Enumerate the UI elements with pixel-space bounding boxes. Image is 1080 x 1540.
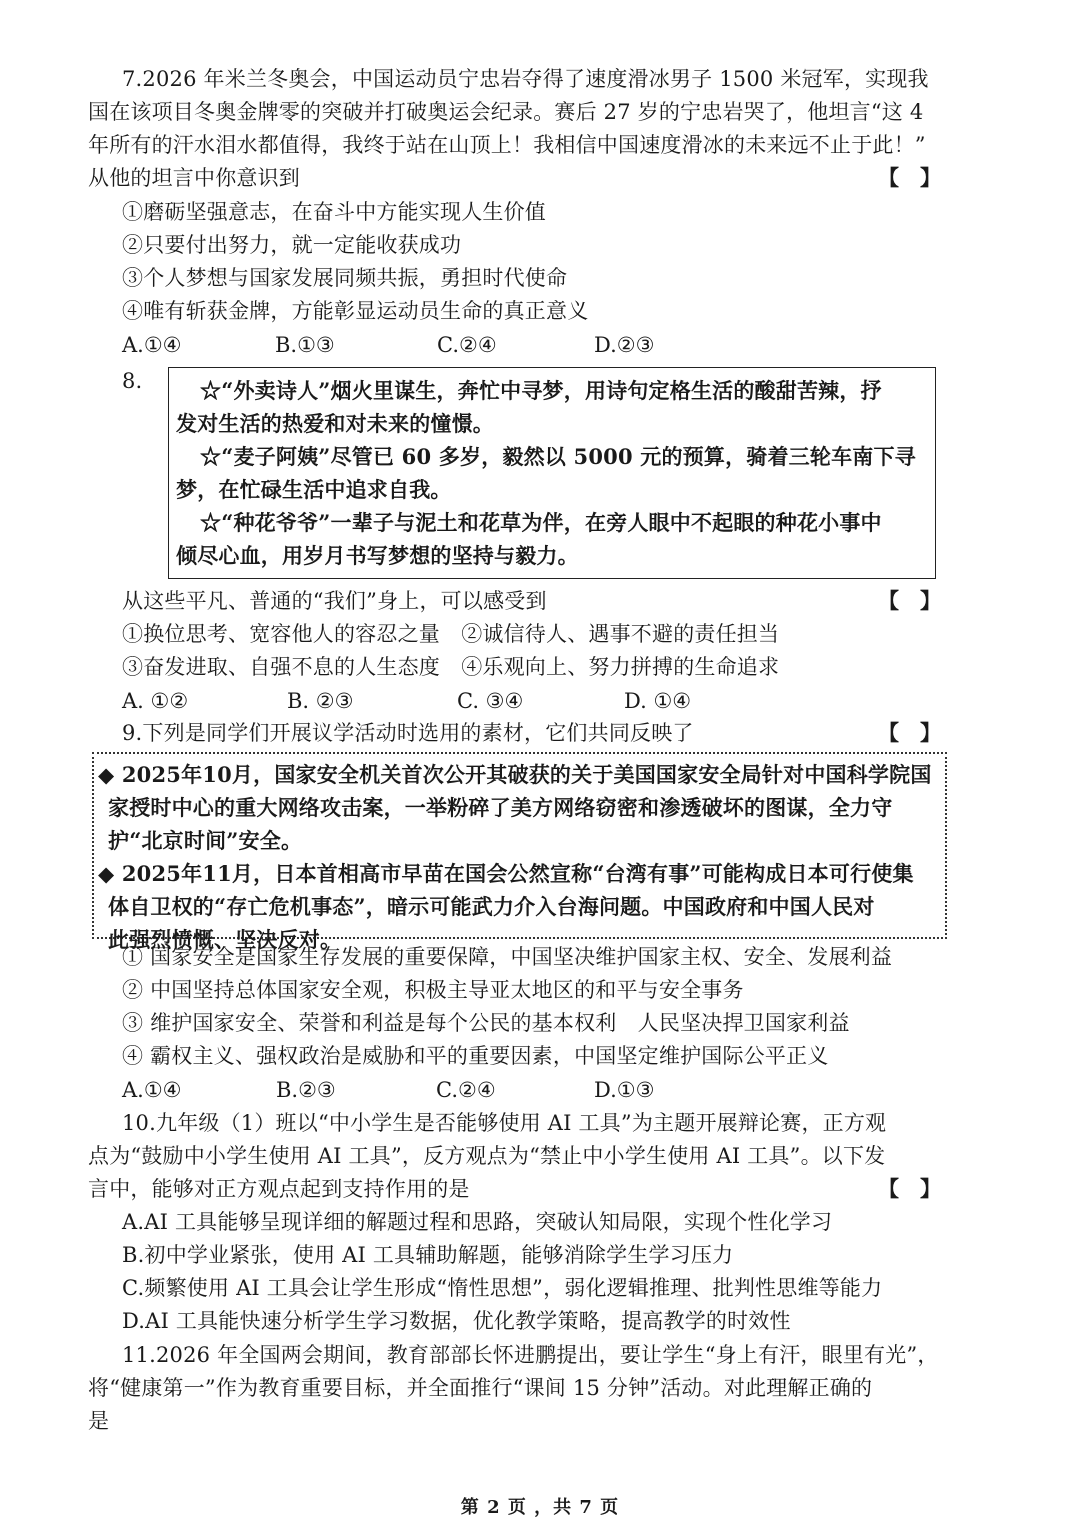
q9-item-1: ① 国家安全是国家生存发展的重要保障，中国坚决维护国家主权、安全、发展利益 bbox=[122, 945, 893, 969]
q8-items-row-1: ①换位思考、宽容他人的容忍之量 ②诚信待人、遇事不避的责任担当 bbox=[122, 622, 780, 646]
q8-option-b: B. ②③ bbox=[287, 689, 354, 713]
q8-number: 8. bbox=[122, 369, 143, 393]
q7-line-4: 从他的坦言中你意识到 bbox=[88, 166, 300, 190]
q11-line-3: 是 bbox=[88, 1409, 110, 1433]
q10-option-d: D.AI 工具能快速分析学生学习数据，优化教学策略，提高教学的时效性 bbox=[122, 1309, 791, 1333]
q8-box-line-3: ☆“麦子阿姨”尽管已 60 多岁，毅然以 5000 元的预算，骑着三轮车南下寻 bbox=[200, 444, 916, 469]
q9-box-line-4: ◆ 2025年11月，日本首相高市早苗在国会公然宣称“台湾有事”可能构成日本可行使集 bbox=[98, 861, 914, 886]
q8-box-line-5: ☆“种花爷爷”一辈子与泥土和花草为伴，在旁人眼中不起眼的种花小事中 bbox=[200, 510, 882, 535]
q7-item-4: ④唯有斩获金牌，方能彰显运动员生命的真正意义 bbox=[122, 299, 589, 323]
q9-item-4: ④ 霸权主义、强权政治是威胁和平的重要因素，中国坚定维护国际公平正义 bbox=[122, 1044, 829, 1068]
q7-option-a: A.①④ bbox=[122, 333, 182, 357]
q8-items-row-2: ③奋发进取、自强不息的人生态度 ④乐观向上、努力拼搏的生命追求 bbox=[122, 655, 780, 679]
q7-item-2: ②只要付出努力，就一定能收获成功 bbox=[122, 233, 462, 257]
q7-option-b: B.①③ bbox=[275, 333, 335, 357]
q9-option-b: B.②③ bbox=[276, 1078, 336, 1102]
q9-item-3: ③ 维护国家安全、荣誉和利益是每个公民的基本权利 人民坚决捍卫国家利益 bbox=[122, 1011, 850, 1035]
q7-line-3: 年所有的汗水泪水都值得，我终于站在山顶上！我相信中国速度滑冰的未来远不止于此！” bbox=[88, 133, 926, 157]
q7-option-d: D.②③ bbox=[594, 333, 655, 357]
q7-line-2: 国在该项目冬奥金牌零的突破并打破奥运会纪录。赛后 27 岁的宁忠岩哭了，他坦言“这 4 bbox=[88, 100, 924, 124]
q7-option-c: C.②④ bbox=[437, 333, 497, 357]
q9-option-c: C.②④ bbox=[436, 1078, 496, 1102]
q8-option-c: C. ③④ bbox=[457, 689, 524, 713]
q9-box-line-1: ◆ 2025年10月，国家安全机关首次公开其破获的关于美国国家安全局针对中国科学院国 bbox=[98, 762, 932, 787]
q9-answer-bracket: 【 】 bbox=[878, 720, 941, 745]
q10-line-3: 言中，能够对正方观点起到支持作用的是 bbox=[88, 1177, 470, 1201]
q9-box-line-2: 家授时中心的重大网络攻击案，一举粉碎了美方网络窃密和渗透破坏的图谋，全力守 bbox=[108, 795, 893, 820]
page-footer: 第 2 页 ，共 7 页 bbox=[460, 1497, 620, 1518]
q9-option-a: A.①④ bbox=[122, 1078, 182, 1102]
q11-line-2: 将“健康第一”作为教育重要目标，并全面推行“课间 15 分钟”活动。对此理解正确的 bbox=[88, 1376, 873, 1400]
q8-answer-bracket: 【 】 bbox=[878, 588, 941, 613]
q9-box-line-3: 护“北京时间”安全。 bbox=[108, 828, 303, 853]
q9-stem: 9.下列是同学们开展议学活动时选用的素材，它们共同反映了 bbox=[122, 721, 694, 745]
q8-option-d: D. ①④ bbox=[624, 689, 692, 713]
q10-option-b: B.初中学业紧张，使用 AI 工具辅助解题，能够消除学生学习压力 bbox=[122, 1243, 734, 1267]
q7-line-1: 7.2026 年米兰冬奥会，中国运动员宁忠岩夺得了速度滑冰男子 1500 米冠军，实现我 bbox=[122, 67, 929, 91]
q10-option-c: C.频繁使用 AI 工具会让学生形成“惰性思想”，弱化逻辑推理、批判性思维等能力 bbox=[122, 1276, 883, 1300]
q8-box-line-2: 发对生活的热爱和对未来的憧憬。 bbox=[176, 411, 494, 436]
q10-line-1: 10.九年级（1）班以“中小学生是否能够使用 AI 工具”为主题开展辩论赛，正方观 bbox=[122, 1111, 887, 1135]
q9-option-d: D.①③ bbox=[594, 1078, 655, 1102]
q7-answer-bracket: 【 】 bbox=[878, 165, 941, 190]
q8-box-line-6: 倾尽心血，用岁月书写梦想的坚持与毅力。 bbox=[176, 543, 579, 568]
q9-box-line-5: 体自卫权的“存亡危机事态”，暗示可能武力介入台海问题。中国政府和中国人民对 bbox=[108, 894, 875, 919]
q11-line-1: 11.2026 年全国两会期间，教育部部长怀进鹏提出，要让学生“身上有汗，眼里有光”， bbox=[122, 1343, 939, 1367]
q10-option-a: A.AI 工具能够呈现详细的解题过程和思路，突破认知局限，实现个性化学习 bbox=[122, 1210, 833, 1234]
q8-option-a: A. ①② bbox=[122, 689, 189, 713]
q10-line-2: 点为“鼓励中小学生使用 AI 工具”，反方观点为“禁止中小学生使用 AI 工具”。以下发 bbox=[88, 1144, 886, 1168]
q10-answer-bracket: 【 】 bbox=[878, 1176, 941, 1201]
q8-box-line-1: ☆“外卖诗人”烟火里谋生，奔忙中寻梦，用诗句定格生活的酸甜苦辣，抒 bbox=[200, 378, 882, 403]
q9-box-line-6: 此强烈愤慨、坚决反对。 bbox=[108, 927, 342, 952]
q7-item-3: ③个人梦想与国家发展同频共振，勇担时代使命 bbox=[122, 266, 568, 290]
q7-item-1: ①磨砺坚强意志，在奋斗中方能实现人生价值 bbox=[122, 200, 546, 224]
q9-item-2: ② 中国坚持总体国家安全观，积极主导亚太地区的和平与安全事务 bbox=[122, 978, 744, 1002]
q8-stem: 从这些平凡、普通的“我们”身上，可以感受到 bbox=[122, 589, 547, 613]
q8-box-line-4: 梦，在忙碌生活中追求自我。 bbox=[176, 477, 452, 502]
